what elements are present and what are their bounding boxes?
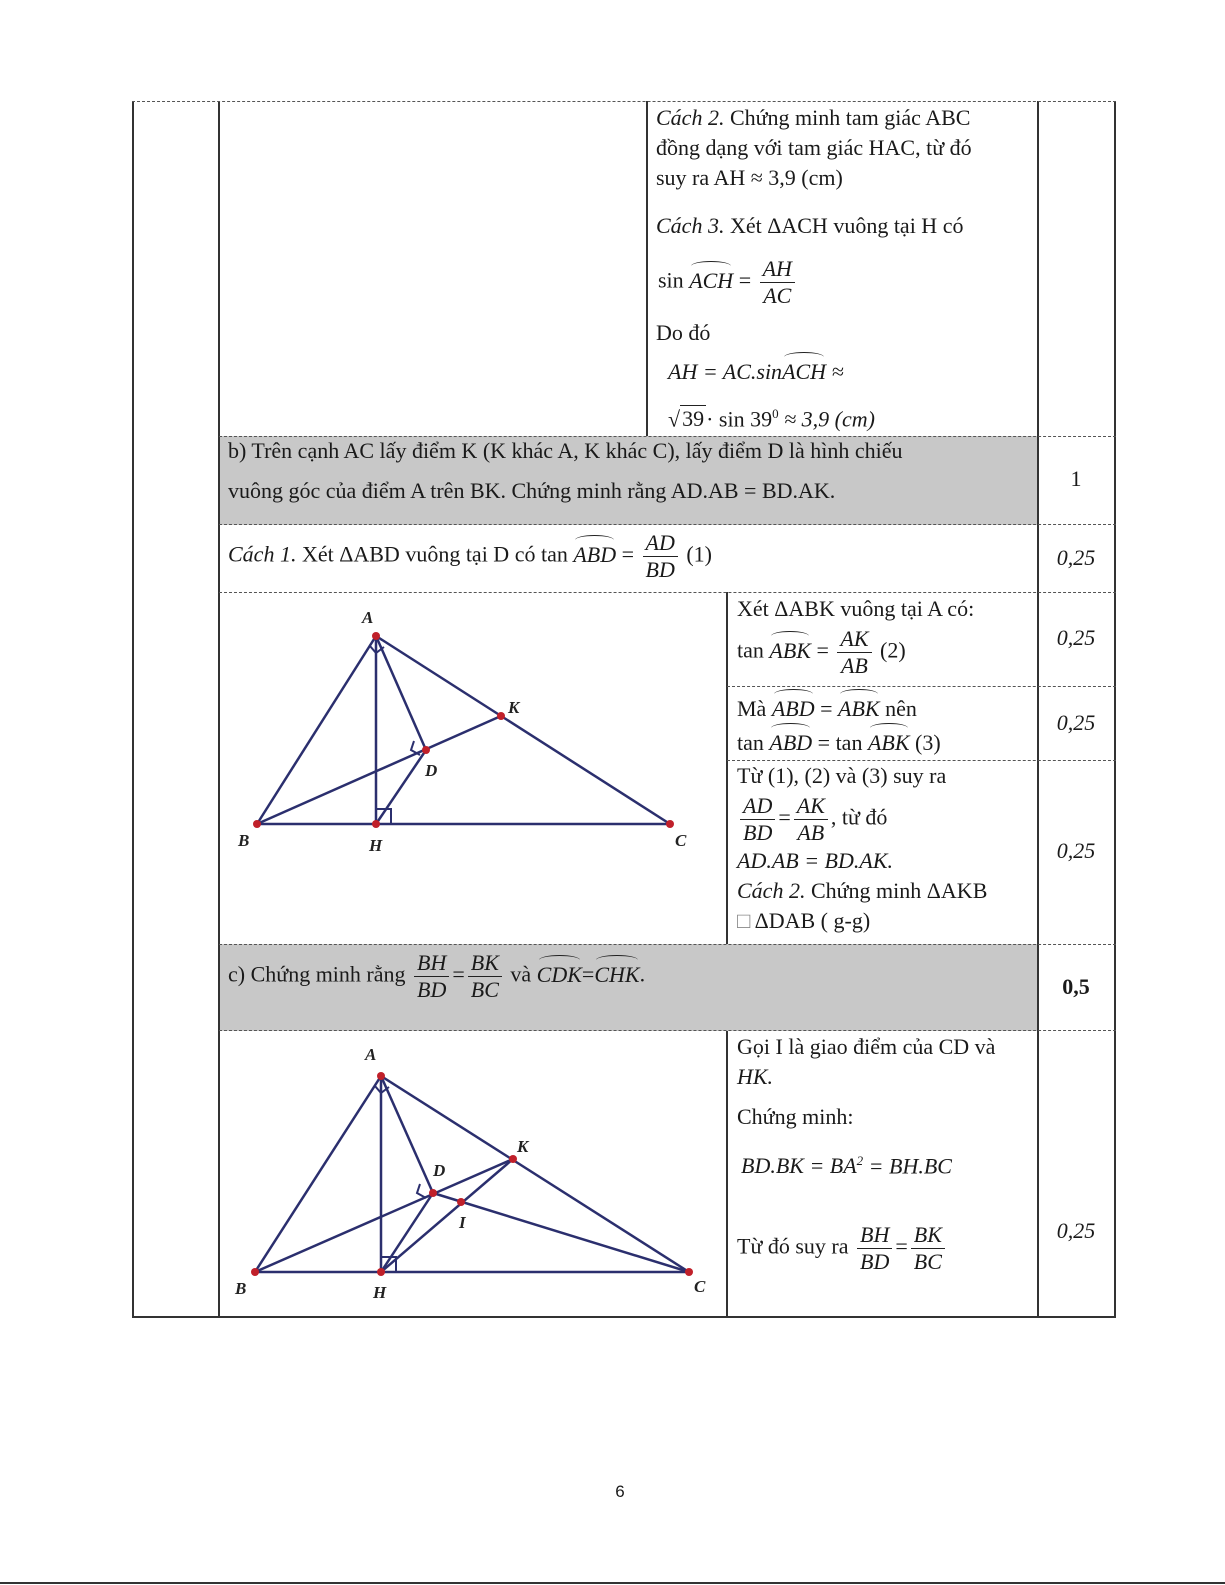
- dash-c-bottom: [219, 1030, 1116, 1031]
- cach2-label: Cách 2.: [656, 105, 725, 130]
- top-inner-divider: [646, 101, 648, 436]
- fig1-point-b: [253, 820, 261, 828]
- dash-b-bottom: [219, 524, 1116, 525]
- fraction-ak-ab: $\frac{AK}{AB}$: [837, 626, 871, 679]
- fig2-label-d: D: [433, 1161, 446, 1180]
- figure-1: [219, 593, 726, 943]
- row-c: Gọi I là giao điểm của CD và HK. Chứng minh: $BD.BK = BA^2 = BH.BC$: [737, 1034, 996, 1179]
- fig2-label-h: H: [373, 1283, 387, 1302]
- part-c-text: c) Chứng minh rằng $\frac{BH}{BD}$ = $\frac{BK}{BC}$ và CDK=CHK.: [228, 950, 646, 1002]
- fig2-seg-ab: [255, 1076, 381, 1272]
- angle-cdk: CDK: [537, 960, 582, 990]
- row-abk: Xét ΔABK vuông tại A có: tan ABK = $\frac{AK}{AB}$ (2): [737, 594, 1035, 679]
- row-ma-score: 0,25: [1056, 710, 1096, 735]
- fig2-divider: [726, 1031, 728, 1317]
- cach2-line2: đồng dạng với tam giác HAC, từ đó: [656, 135, 972, 160]
- angle-ach: ACH: [689, 266, 733, 296]
- table-col-divider-score: [1037, 101, 1039, 1317]
- cach2-line1: Chứng minh tam giác ABC: [724, 105, 971, 130]
- fig2-point-a: [377, 1072, 385, 1080]
- table-border-right: [1114, 101, 1116, 1317]
- cach1-row: Cách 1. Xét ΔABD vuông tại D có tan ABD = $\frac{AD}{BD}$ (1): [228, 530, 713, 582]
- fraction-bk-bc-2: $\frac{BK}{BC}$: [911, 1222, 945, 1275]
- fig1-point-k: [497, 712, 505, 720]
- fig2-seg-bk: [255, 1159, 513, 1272]
- fig1-label-a: A: [362, 608, 374, 627]
- fig1-label-k: K: [508, 698, 520, 717]
- fig1-seg-bk: [257, 716, 501, 824]
- fig1-label-c: C: [675, 831, 687, 850]
- part-b-score: 1: [1070, 466, 1082, 491]
- table-border-left: [132, 101, 134, 1317]
- table-top-dash: [132, 101, 1116, 102]
- fig2-point-k: [509, 1155, 517, 1163]
- fig1-point-d: [422, 746, 430, 754]
- fig2-point-b: [251, 1268, 259, 1276]
- fig1-point-h: [372, 820, 380, 828]
- fig1-seg-ac: [376, 636, 670, 824]
- fig1-label-d: D: [425, 761, 438, 780]
- fig2-point-i: [457, 1198, 465, 1206]
- cach1-score: 0,25: [1056, 545, 1096, 570]
- part-b-line2: vuông góc của điểm A trên BK. Chứng minh rằng AD.AB = BD.AK.: [228, 478, 836, 503]
- fig1-label-b: B: [238, 831, 250, 850]
- do-do: Do đó: [656, 320, 711, 345]
- part-c-score: 0,5: [1062, 974, 1090, 999]
- fig1-point-c: [666, 820, 674, 828]
- table-border-bottom: [132, 1316, 1116, 1318]
- angle-ach-2: ACH: [782, 357, 826, 387]
- cach2-block: [656, 103, 1036, 193]
- dash-c-top: [219, 944, 1116, 945]
- row-tu: Từ (1), (2) và (3) suy ra $\frac{AD}{BD}$ = $\frac{AK}{AB}$ , từ đó AD.AB = BD.AK. Cách 2. Chứng minh ΔAKB □ ΔDAB ( g-g): [737, 763, 988, 933]
- ah-formula-line1: AH = AC.sinACH ≈: [668, 357, 844, 387]
- sin-prefix: sin: [658, 267, 684, 293]
- fraction-ad-bd: $\frac{AD}{BD}$: [643, 530, 678, 583]
- fig2-label-k: K: [517, 1137, 529, 1156]
- row-abk-line1: Xét ΔABK vuông tại A có:: [737, 596, 975, 621]
- fraction-ak-ab-2: $\frac{AK}{AB}$: [794, 793, 828, 846]
- page-number: 6: [615, 1482, 625, 1501]
- angle-abd: ABD: [573, 540, 616, 570]
- equals: =: [738, 267, 752, 293]
- box-glyph: □: [737, 908, 751, 933]
- angle-chk: CHK: [594, 960, 639, 990]
- part-b-line1: b) Trên cạnh AC lấy điểm K (K khác A, K khác C), lấy điểm D là hình chiếu: [228, 438, 903, 463]
- fig2-seg-hk: [381, 1159, 513, 1272]
- fig2-seg-ac: [381, 1076, 689, 1272]
- fig2-label-a: A: [365, 1045, 377, 1064]
- fig2-point-c: [685, 1268, 693, 1276]
- fig1-divider: [726, 592, 728, 944]
- fig2-label-c: C: [694, 1277, 706, 1296]
- row-ma: Mà ABD = ABK nên tan ABD = tan ABK (3): [737, 694, 1035, 758]
- dash-abk-bottom: [727, 686, 1116, 687]
- row-abk-score: 0,25: [1056, 625, 1096, 650]
- fraction-ah-ac: $\frac{AH}{AC}$: [760, 256, 795, 309]
- sqrt-39: 39: [682, 406, 705, 432]
- sin-formula: [658, 256, 798, 309]
- fig2-point-d: [429, 1189, 437, 1197]
- ah-formula-line2: $√39\cdot \sin 39^0 \approx 3,9$ (cm): [668, 406, 875, 432]
- cach1-label: Cách 1.: [228, 541, 297, 567]
- fraction-ad-bd-2: $\frac{AD}{BD}$: [740, 793, 775, 846]
- cach2-line3: suy ra AH ≈ 3,9 (cm): [656, 165, 843, 190]
- row-c-score: 0,25: [1056, 1218, 1096, 1243]
- page-bottom-rule: [0, 1582, 1225, 1584]
- fig2-right-angle-d: [417, 1184, 426, 1198]
- cach3-line1: Xét ΔACH vuông tại H có: [724, 213, 964, 238]
- cach3-block: [656, 211, 1036, 241]
- row-c-conclusion: Từ đó suy ra $\frac{BH}{BD}$ = $\frac{BK}{BC}$: [737, 1222, 948, 1275]
- fraction-bk-bc: $\frac{BK}{BC}$: [468, 950, 502, 1003]
- fraction-bh-bd-2: $\frac{BH}{BD}$: [857, 1222, 892, 1275]
- fig2-label-b: B: [235, 1279, 247, 1298]
- fig2-point-h: [377, 1268, 385, 1276]
- fig2-label-i: I: [459, 1213, 466, 1232]
- fig1-label-h: H: [369, 836, 383, 855]
- fig1-point-a: [372, 632, 380, 640]
- cach3-label: Cách 3.: [656, 213, 725, 238]
- fraction-bh-bd: $\frac{BH}{BD}$: [414, 950, 449, 1003]
- fig2-seg-dc: [433, 1193, 689, 1272]
- fig1-seg-ab: [257, 636, 376, 824]
- part-b-text: [228, 436, 1033, 506]
- row-tu-score: 0,25: [1056, 838, 1096, 863]
- figure-2: [219, 1032, 726, 1316]
- angle-abk: ABK: [769, 636, 811, 666]
